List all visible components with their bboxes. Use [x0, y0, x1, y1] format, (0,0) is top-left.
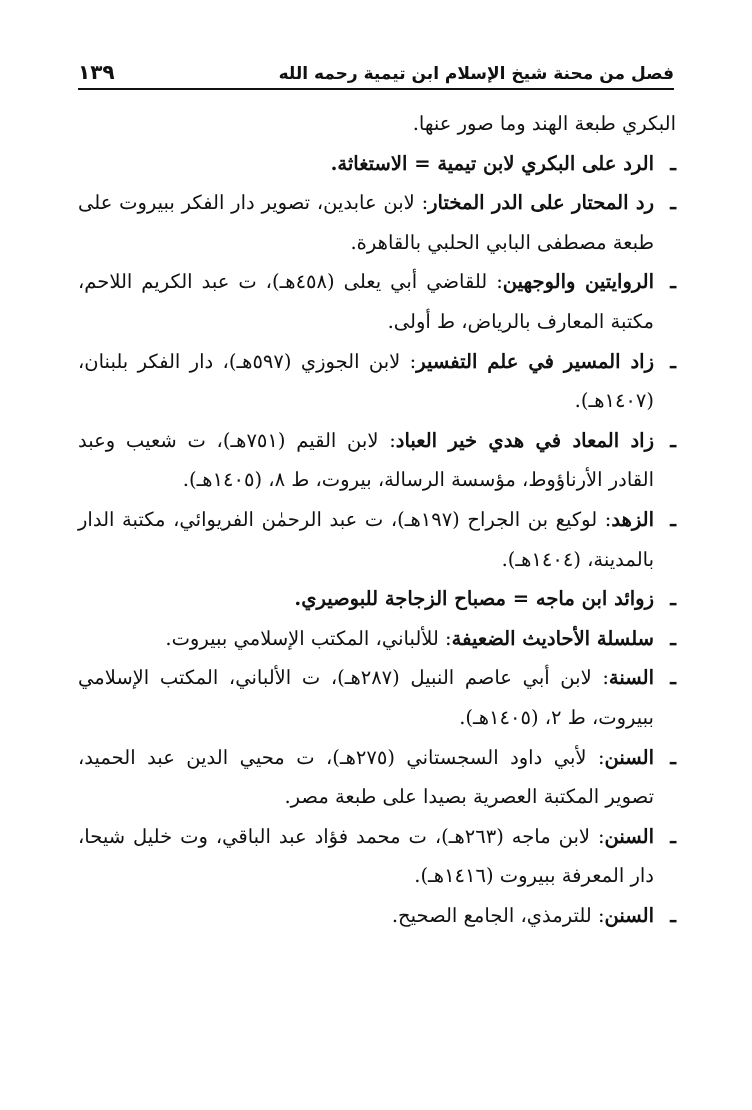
entry-text: : لابن الجوزي (٥٩٧هـ)، دار الفكر بلبنان، (١٤٠٧هـ). — [78, 349, 654, 413]
bibliography-entry — [78, 183, 676, 262]
entry-dash: ـ — [670, 824, 676, 848]
entry-title: سلسلة الأحاديث الضعيفة — [451, 626, 654, 650]
entry-dash: ـ — [670, 666, 676, 690]
bibliography-entry — [78, 144, 676, 184]
page-header — [78, 44, 674, 90]
entry-title: السنن — [604, 745, 655, 769]
entry-text: : للألباني، المكتب الإسلامي ببيروت. — [165, 626, 452, 650]
bibliography-entry — [78, 262, 676, 341]
bibliography-entry — [78, 421, 676, 500]
entry-title: السنة — [608, 666, 654, 690]
entry-text: البكري طبعة الهند وما صور عنها. — [412, 112, 676, 135]
bibliography-entry — [78, 817, 676, 896]
entry-dash: ـ — [670, 587, 676, 611]
entry-dash: ـ — [670, 191, 676, 215]
entry-title: السنن — [604, 824, 655, 848]
entry-dash: ـ — [670, 626, 676, 650]
entry-text: : للقاضي أبي يعلى (٤٥٨هـ)، ت عبد الكريم اللاحم، مكتبة المعارف بالرياض، ط أولى. — [78, 270, 654, 333]
entry-title: زاد المسير في علم التفسير — [416, 349, 654, 373]
entry-dash: ـ — [670, 903, 676, 927]
bibliography-entry — [78, 579, 676, 619]
running-title: فصل من محنة شيخ الإسلام ابن تيمية رحمه الله — [278, 64, 674, 84]
entry-text: : للترمذي، الجامع الصحيح. — [391, 903, 605, 927]
bibliography-entry — [78, 658, 676, 737]
page-number: ١٣٩ — [78, 60, 115, 84]
entry-title: الرد على البكري لابن تيمية = الاستغاثة. — [330, 151, 654, 175]
entry-text: : لأبي داود السجستاني (٢٧٥هـ)، ت محيي الدين عبد الحميد، تصوير المكتبة العصرية بصيدا على طبعة مصر. — [78, 745, 654, 809]
entry-title: زوائد ابن ماجه = مصباح الزجاجة للبوصيري. — [294, 587, 654, 611]
entry-text: : لابن القيم (٧٥١هـ)، ت شعيب وعبد القادر الأرناؤوط، مؤسسة الرسالة، بيروت، ط ٨، (١٤٠٥هـ). — [78, 428, 654, 492]
entry-dash: ـ — [670, 349, 676, 373]
entry-text: : لوكيع بن الجراح (١٩٧هـ)، ت عبد الرحمٰن الفريوائي، مكتبة الدار بالمدينة، (١٤٠٤هـ). — [78, 507, 654, 571]
bibliography-entry — [78, 896, 676, 936]
entry-title: الزهد — [611, 507, 655, 531]
entry-dash: ـ — [670, 745, 676, 769]
entry-dash: ـ — [670, 428, 676, 452]
entry-dash: ـ — [670, 270, 676, 294]
entry-text: : لابن ماجه (٢٦٣هـ)، ت محمد فؤاد عبد الباقي، وت خليل شيحا، دار المعرفة ببيروت (١٤١٦هـ). — [78, 824, 654, 888]
entry-text: : لابن أبي عاصم النبيل (٢٨٧هـ)، ت الألباني، المكتب الإسلامي ببيروت، ط ٢، (١٤٠٥هـ). — [78, 666, 654, 729]
bibliography-entry — [78, 342, 676, 421]
entry-title: رد المحتار على الدر المختار — [428, 191, 654, 215]
entry-dash: ـ — [670, 151, 676, 175]
bibliography-entry — [78, 738, 676, 817]
entry-text: : لابن عابدين، تصوير دار الفكر ببيروت على طبعة مصطفى البابي الحلبي بالقاهرة. — [78, 191, 654, 254]
bibliography-entry — [78, 500, 676, 579]
bibliography-entry-continuation — [78, 104, 676, 144]
entry-dash: ـ — [670, 507, 676, 531]
bibliography-entry — [78, 619, 676, 659]
bibliography-list — [78, 104, 676, 935]
entry-title: السنن — [604, 903, 654, 927]
entry-title: الروايتين والوجهين — [502, 270, 654, 294]
entry-title: زاد المعاد في هدي خير العباد — [395, 428, 654, 452]
